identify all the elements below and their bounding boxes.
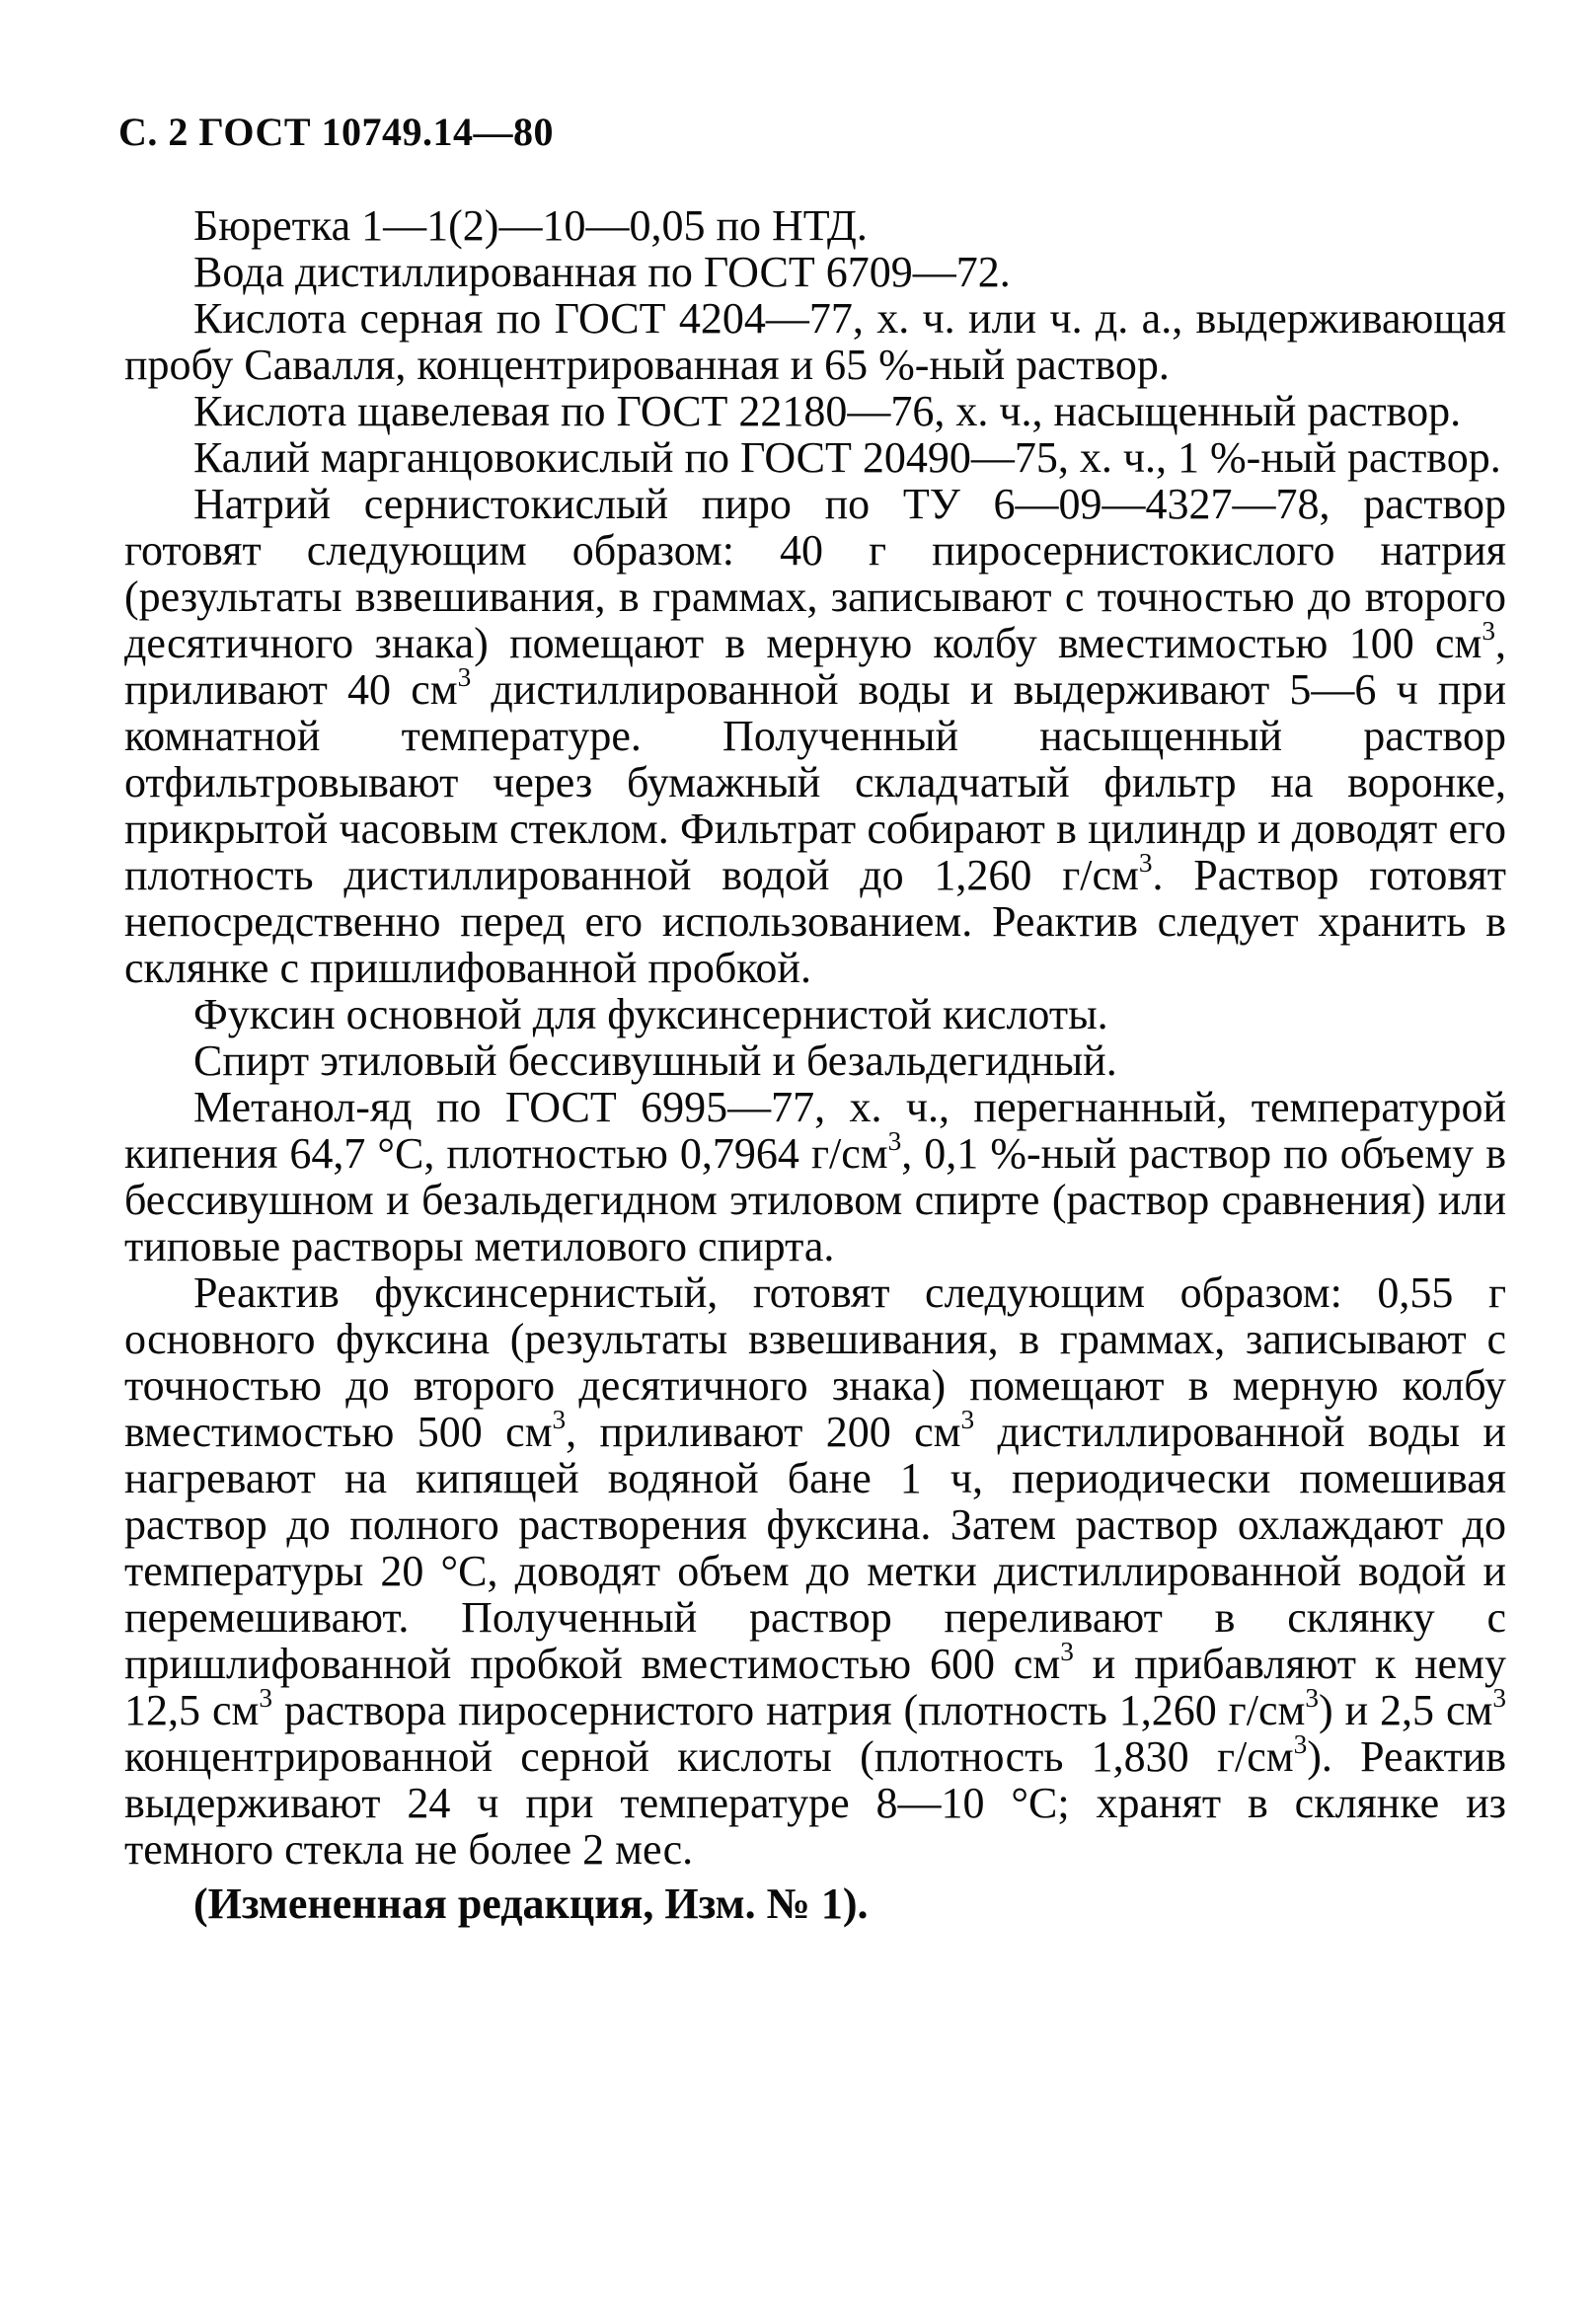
text-segment: , 0,1 %-ный раствор по объему в бессивушном и безальдегидном этиловом спирте (раствор сравнения) или типовые растворы метилового спирта.: [124, 1129, 1506, 1270]
document-body: [124, 202, 1506, 1927]
text-segment: дистиллированной воды и выдерживают 5—6 ч при комнатной температуре. Полученный насыщенный раствор отфильтровывают через бумажный складчатый фильтр на воронке, прикрытой часовым стеклом. Фильтрат собирают в цилиндр и доводят его плотность дистиллированной водой до 1,260 г/см: [124, 665, 1506, 899]
paragraph-oxalic-acid: Кислота щавелевая по ГОСТ 22180—76, х. ч., насыщенный раствор.: [193, 387, 1462, 435]
text-segment: Натрий сернистокислый пиро по ТУ 6—09—4327—78, раствор готовят следующим образом: 40 г пиросернистокислого натрия (результаты взвешивания, в граммах, записывают с точностью до второго десятичного знака) помещают в мерную колбу вместимостью 100 см: [124, 480, 1506, 667]
text-segment: Метанол-яд по ГОСТ 6995—77, х. ч., перегнанный, температурой кипения 64,7 °С, плотностью 0,7964 г/см: [124, 1083, 1506, 1178]
page-header: С. 2 ГОСТ 10749.14—80: [118, 110, 555, 154]
text-segment: . Раствор готовят непосредственно перед его использованием. Реактив следует хранить в склянке с пришлифованной пробкой.: [124, 851, 1506, 992]
text-segment: Реактив фуксинсернистый, готовят следующим образом: 0,55 г основного фуксина (результаты взвешивания, в граммах, записывают с точностью до второго десятичного знака) помещают в мерную колбу вместимостью 500 см: [124, 1268, 1506, 1456]
paragraph-potassium-permanganate: Калий марганцовокислый по ГОСТ 20490—75, х. ч., 1 %-ный раствор.: [193, 433, 1501, 482]
superscript: 3: [1305, 1682, 1319, 1713]
superscript: 3: [457, 661, 472, 692]
text-segment: ) и 2,5 см: [1318, 1686, 1493, 1734]
superscript: 3: [960, 1404, 975, 1434]
paragraph-sulfuric-acid: Кислота серная по ГОСТ 4204—77, х. ч. или ч. д. а., выдерживающая пробу Савалля, концентрированная и 65 %-ный раствор.: [124, 294, 1506, 389]
paragraph-burette: Бюретка 1—1(2)—10—0,05 по НТД.: [193, 201, 868, 250]
superscript: 3: [552, 1404, 567, 1434]
superscript: 3: [1060, 1636, 1074, 1666]
paragraph-sodium-pyrosulfite: [124, 481, 1506, 991]
superscript: 3: [1138, 847, 1153, 878]
text-segment: , приливают 200 см: [566, 1408, 961, 1456]
paragraph-fuchsin-reagent: [124, 1269, 1506, 1873]
amendment-note: (Измененная редакция, Изм. № 1).: [193, 1879, 869, 1928]
text-segment: , приливают 40 см: [124, 619, 1506, 714]
paragraph-methanol: [124, 1084, 1506, 1269]
superscript: 3: [1293, 1728, 1308, 1759]
text-segment: ). Реактив выдерживают 24 ч при температуре 8—10 °С; хранят в склянке из темного стекла не более 2 мес.: [124, 1732, 1506, 1874]
paragraph-fuchsin: Фуксин основной для фуксинсернистой кислоты.: [193, 990, 1108, 1038]
text-segment: и прибавляют к нему 12,5 см: [124, 1640, 1506, 1734]
superscript: 3: [259, 1682, 272, 1713]
text-segment: дистиллированной воды и нагревают на кипящей водяной бане 1 ч, периодически помешивая раствор до полного растворения фуксина. Затем раствор охлаждают до температуры 20 °С, доводят объем до метки дистиллированной водой и перемешивают. Полученный раствор переливают в склянку с пришлифованной пробкой вместимостью 600 см: [124, 1408, 1506, 1688]
paragraph-ethyl-alcohol: Спирт этиловый бессивушный и безальдегидный.: [193, 1036, 1117, 1085]
superscript: 3: [1492, 1682, 1507, 1713]
text-segment: раствора пиросернистого натрия (плотность 1,260 г/см: [271, 1686, 1306, 1734]
text-segment: концентрированной серной кислоты (плотность 1,830 г/см: [124, 1732, 1294, 1781]
superscript: 3: [887, 1125, 902, 1156]
superscript: 3: [1482, 615, 1495, 646]
paragraph-distilled-water: Вода дистиллированная по ГОСТ 6709—72.: [193, 248, 1011, 296]
